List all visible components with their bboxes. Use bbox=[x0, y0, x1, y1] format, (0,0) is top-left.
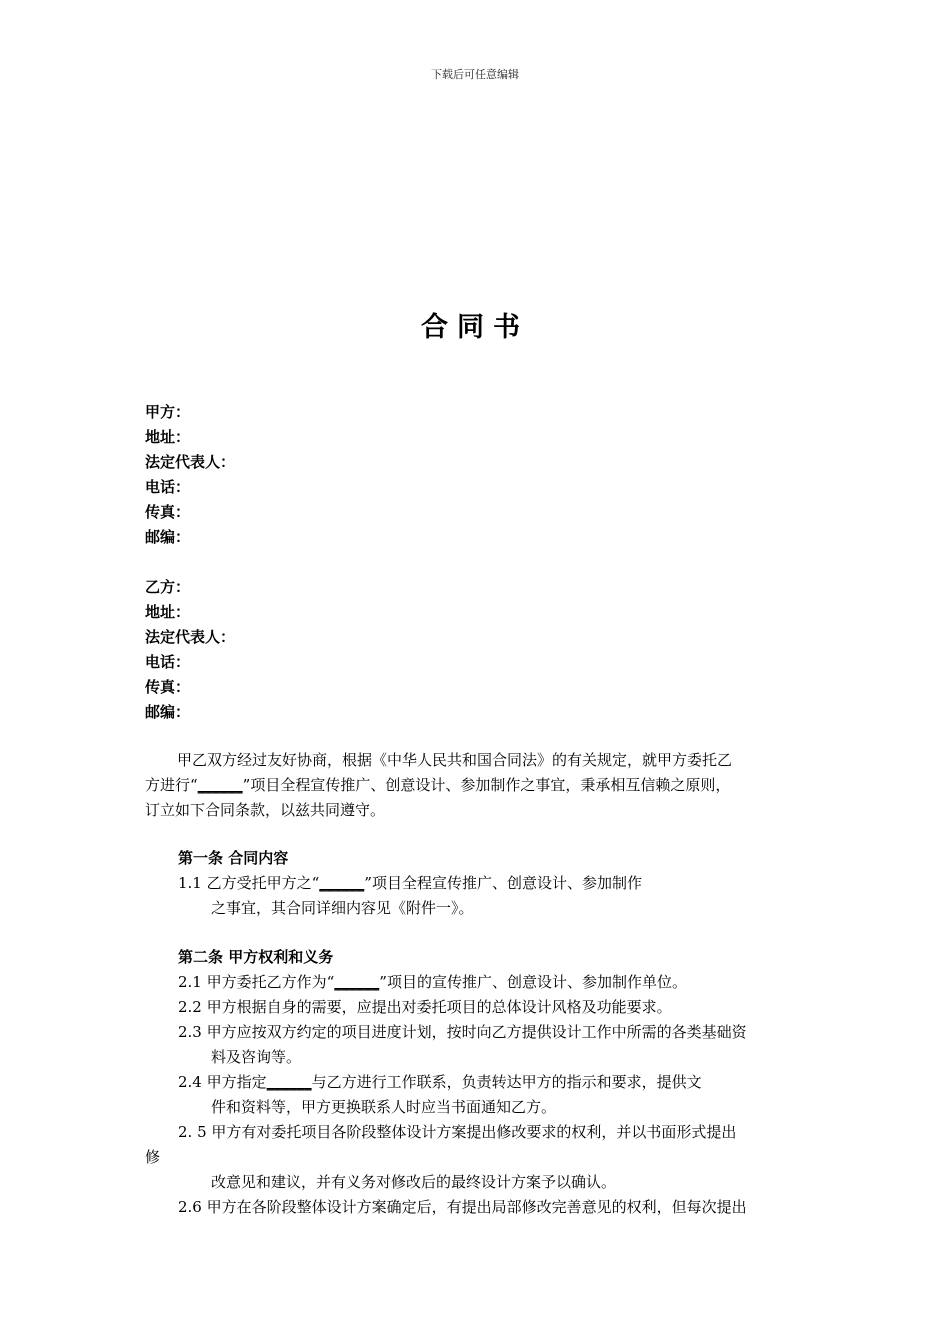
clause-text: 与乙方进行工作联系，负责转达甲方的指示和要求，提供文 bbox=[311, 1073, 702, 1091]
party-b-phone-label: 电话： bbox=[145, 653, 191, 671]
clause-text: 2.1 甲方委托乙方作为“ bbox=[178, 973, 335, 991]
party-a-postcode-label: 邮编： bbox=[145, 528, 191, 546]
clause-2-4-continued: 件和资料等，甲方更换联系人时应当书面通知乙方。 bbox=[211, 1098, 557, 1116]
clause-text: 2.4 甲方指定 bbox=[178, 1073, 267, 1091]
article-1-title: 第一条 合同内容 bbox=[178, 849, 289, 867]
party-b-fax-label: 传真： bbox=[145, 678, 191, 696]
contact-person-blank: ______ bbox=[266, 1073, 312, 1091]
clause-text: 1.1 乙方受托甲方之“ bbox=[178, 874, 320, 892]
clause-1-1 bbox=[145, 871, 825, 896]
clause-2-3-continued: 料及咨询等。 bbox=[211, 1048, 302, 1066]
party-a-address-label: 地址： bbox=[145, 428, 191, 446]
page-header: 下载后可任意编辑 bbox=[431, 68, 519, 81]
clause-2-3: 2.3 甲方应按双方约定的项目进度计划，按时向乙方提供设计工作中所需的各类基础资 bbox=[178, 1023, 747, 1041]
intro-line: 甲乙双方经过友好协商，根据《中华人民共和国合同法》的有关规定，就甲方委托乙 bbox=[177, 751, 733, 769]
clause-2-1 bbox=[145, 970, 825, 995]
clause-2-5-wrap: 修 bbox=[145, 1148, 161, 1166]
intro-paragraph bbox=[145, 748, 825, 823]
clause-1-1-continued: 之事宜，其合同详细内容见《附件一》。 bbox=[211, 899, 474, 917]
party-a-label: 甲方： bbox=[145, 403, 191, 421]
party-a-phone-label: 电话： bbox=[145, 478, 191, 496]
party-b-representative-label: 法定代表人： bbox=[145, 628, 236, 646]
article-1 bbox=[145, 846, 825, 921]
project-name-blank: ______ bbox=[334, 973, 380, 991]
article-2 bbox=[145, 945, 825, 1220]
intro-line bbox=[145, 773, 825, 798]
spacer bbox=[145, 550, 235, 575]
party-a-fax-label: 传真： bbox=[145, 503, 191, 521]
intro-line: 订立如下合同条款，以兹共同遵守。 bbox=[145, 801, 386, 819]
document-title: 合同书 bbox=[421, 312, 529, 343]
article-2-title: 第二条 甲方权利和义务 bbox=[178, 948, 334, 966]
project-name-blank: ______ bbox=[197, 776, 243, 794]
clause-text: ”项目的宣传推广、创意设计、参加制作单位。 bbox=[379, 973, 687, 991]
clause-2-4 bbox=[145, 1070, 825, 1095]
clause-2-5: 2. 5 甲方有对委托项目各阶段整体设计方案提出修改要求的权利，并以书面形式提出 bbox=[178, 1123, 737, 1141]
party-a-representative-label: 法定代表人： bbox=[145, 453, 236, 471]
party-b-address-label: 地址： bbox=[145, 603, 191, 621]
party-b-postcode-label: 邮编： bbox=[145, 703, 191, 721]
clause-2-6: 2.6 甲方在各阶段整体设计方案确定后，有提出局部修改完善意见的权利，但每次提出 bbox=[178, 1198, 747, 1216]
clause-text: ”项目全程宣传推广、创意设计、参加制作 bbox=[364, 874, 642, 892]
party-b-label: 乙方： bbox=[145, 578, 191, 596]
party-info bbox=[145, 400, 235, 725]
project-name-blank: ______ bbox=[319, 874, 365, 892]
clause-2-5-continued: 改意见和建议，并有义务对修改后的最终设计方案予以确认。 bbox=[211, 1173, 617, 1191]
clause-2-2: 2.2 甲方根据自身的需要，应提出对委托项目的总体设计风格及功能要求。 bbox=[178, 998, 672, 1016]
intro-text: 方进行“ bbox=[145, 776, 198, 794]
intro-text: ”项目全程宣传推广、创意设计、参加制作之事宜，秉承相互信赖之原则， bbox=[242, 776, 731, 794]
